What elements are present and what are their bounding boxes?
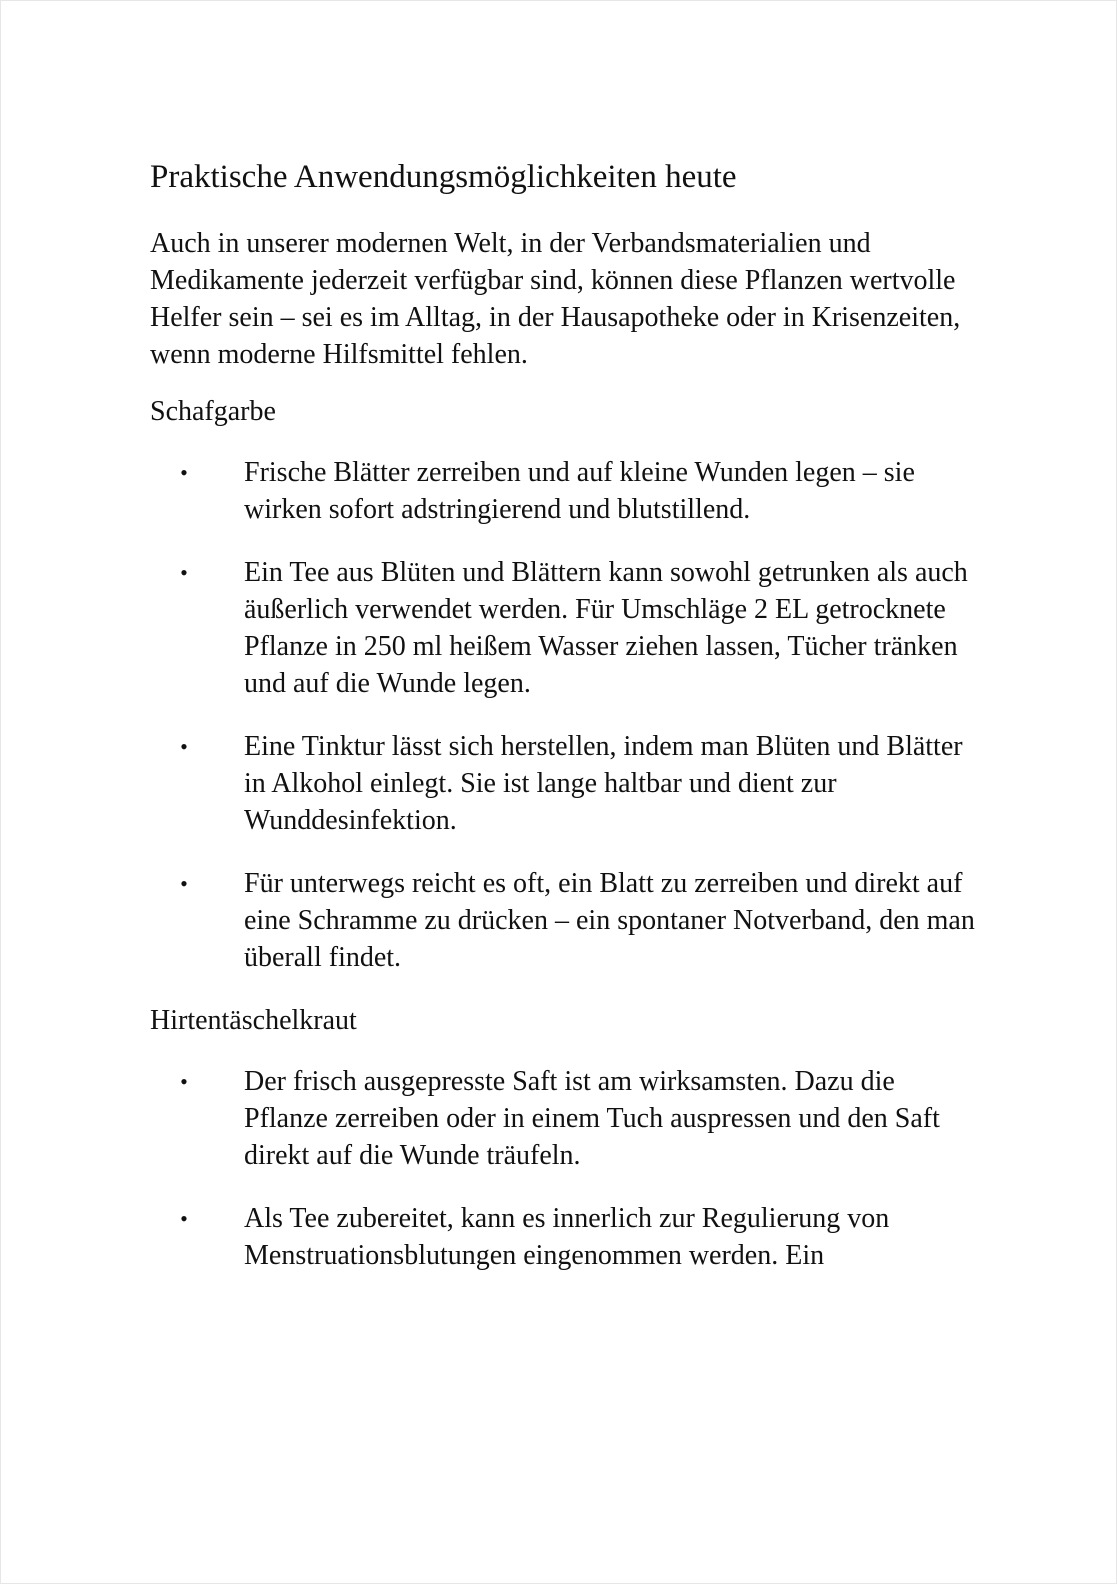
list-item-text: Der frisch ausgepresste Saft ist am wirksamsten. Dazu die Pflanze zerreiben oder in einem Tuch auspressen und den Saft direkt auf die Wunde träufeln. [244, 1066, 940, 1171]
bullet-icon: • [180, 871, 188, 896]
bullet-icon: • [180, 560, 188, 585]
page-content [150, 155, 975, 1300]
list-item-text: Für unterwegs reicht es oft, ein Blatt zu zerreiben und direkt auf eine Schramme zu drücken – ein spontaner Notverband, den man überall findet. [244, 868, 975, 973]
list-item [150, 454, 979, 528]
bullet-icon: • [180, 1206, 188, 1231]
list-item-text: Eine Tinktur lässt sich herstellen, indem man Blüten und Blätter in Alkohol einlegt. Sie ist lange haltbar und dient zur Wunddesinfektion. [244, 731, 963, 836]
bullet-icon: • [180, 460, 188, 485]
section-title: Hirtentäschelkraut [150, 1005, 357, 1036]
bullet-list [150, 454, 975, 976]
bullet-icon: • [180, 734, 188, 759]
list-item [150, 728, 979, 839]
list-item [150, 554, 979, 702]
bullet-icon: • [180, 1069, 188, 1094]
list-item [150, 1063, 979, 1174]
section-hirtentaeschelkraut [150, 1002, 970, 1274]
list-item-text: Als Tee zubereitet, kann es innerlich zur Regulierung von Menstruationsblutungen eingenommen werden. Ein [244, 1203, 890, 1271]
section-title: Schafgarbe [150, 396, 276, 427]
list-item [150, 865, 979, 976]
list-item-text: Frische Blätter zerreiben und auf kleine Wunden legen – sie wirken sofort adstringierend und blutstillend. [244, 457, 915, 525]
section-schafgarbe [150, 393, 975, 976]
bullet-list [150, 1063, 970, 1274]
page-heading: Praktische Anwendungsmöglichkeiten heute [150, 159, 737, 195]
intro-paragraph: Auch in unserer modernen Welt, in der Verbandsmaterialien und Medikamente jederzeit verfügbar sind, können diese Pflanzen wertvolle Helfer sein – sei es im Alltag, in der Hausapotheke oder in Krisenzeiten, wenn moderne Hilfsmittel fehlen. [150, 228, 961, 370]
list-item [150, 1200, 979, 1274]
list-item-text: Ein Tee aus Blüten und Blättern kann sowohl getrunken als auch äußerlich verwendet werden. Für Umschläge 2 EL getrocknete Pflanze in 250 ml heißem Wasser ziehen lassen, Tücher tränken und auf die Wunde legen. [244, 557, 968, 699]
